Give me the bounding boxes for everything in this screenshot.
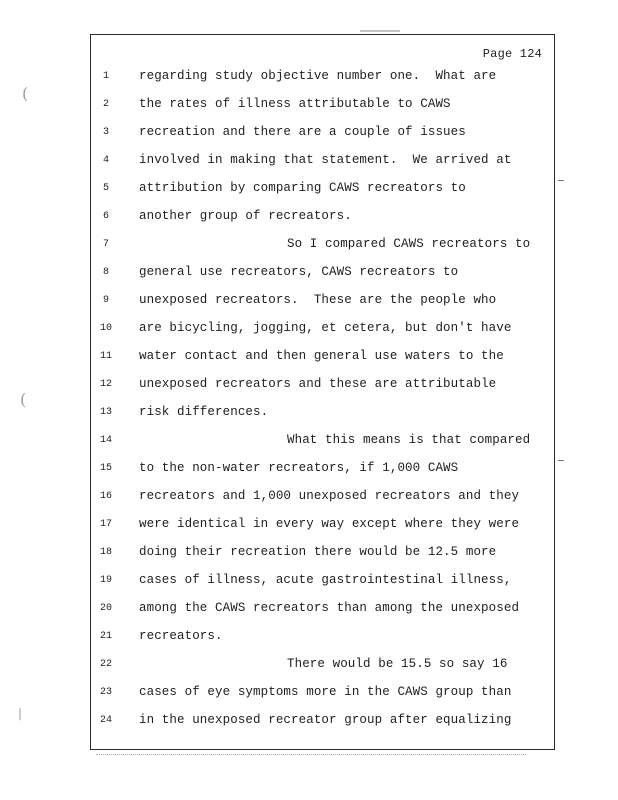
line-number: 2 bbox=[102, 99, 109, 110]
binding-hole-mark-middle: ( bbox=[20, 390, 27, 409]
line-text: recreators. bbox=[139, 629, 223, 643]
line-text: There would be 15.5 so say 16 bbox=[287, 657, 508, 671]
line-text: in the unexposed recreator group after equalizing bbox=[139, 713, 512, 727]
line-number: 18 bbox=[99, 547, 112, 558]
line-text: unexposed recreators. These are the people who bbox=[139, 293, 497, 307]
line-text: another group of recreators. bbox=[139, 209, 352, 223]
line-number: 13 bbox=[99, 407, 112, 418]
line-text: general use recreators, CAWS recreators to bbox=[139, 265, 459, 279]
line-number: 21 bbox=[99, 631, 112, 642]
line-text: What this means is that compared bbox=[287, 433, 531, 447]
line-text: cases of eye symptoms more in the CAWS group than bbox=[139, 685, 512, 699]
page-number: Page 124 bbox=[482, 47, 542, 61]
binding-hole-mark-upper: ( bbox=[22, 84, 29, 103]
line-number: 23 bbox=[99, 687, 112, 698]
margin-tick bbox=[558, 180, 564, 181]
transcript-line bbox=[91, 181, 554, 201]
line-number: 7 bbox=[102, 239, 109, 250]
line-text: water contact and then general use waters to the bbox=[139, 349, 504, 363]
line-text: cases of illness, acute gastrointestinal illness, bbox=[139, 573, 512, 587]
line-text: the rates of illness attributable to CAWS bbox=[139, 97, 451, 111]
line-number: 5 bbox=[102, 183, 109, 194]
line-number: 17 bbox=[99, 519, 112, 530]
scan-artifact-top bbox=[360, 30, 400, 32]
line-number: 15 bbox=[99, 463, 112, 474]
line-number: 11 bbox=[99, 351, 112, 362]
line-number: 12 bbox=[99, 379, 112, 390]
line-number: 4 bbox=[102, 155, 109, 166]
transcript-line bbox=[91, 69, 554, 89]
line-text: So I compared CAWS recreators to bbox=[287, 237, 531, 251]
line-number: 14 bbox=[99, 435, 112, 446]
line-text: risk differences. bbox=[139, 405, 269, 419]
transcript-line bbox=[91, 405, 554, 425]
line-number: 3 bbox=[102, 127, 109, 138]
line-number: 10 bbox=[99, 323, 112, 334]
line-text: attribution by comparing CAWS recreators to bbox=[139, 181, 466, 195]
scan-artifact-bottom bbox=[96, 754, 526, 757]
transcript-line bbox=[91, 265, 554, 285]
line-text: regarding study objective number one. What are bbox=[139, 69, 497, 83]
line-number: 20 bbox=[99, 603, 112, 614]
line-text: are bicycling, jogging, et cetera, but don't have bbox=[139, 321, 512, 335]
line-text: involved in making that statement. We arrived at bbox=[139, 153, 512, 167]
line-text: recreators and 1,000 unexposed recreators and they bbox=[139, 489, 520, 503]
line-number: 22 bbox=[99, 659, 112, 670]
line-number: 8 bbox=[102, 267, 109, 278]
line-number: 19 bbox=[99, 575, 112, 586]
transcript-line bbox=[91, 629, 554, 649]
transcript-line bbox=[91, 349, 554, 369]
margin-tick bbox=[558, 460, 564, 461]
transcript-line bbox=[91, 545, 554, 565]
line-text: doing their recreation there would be 12.5 more bbox=[139, 545, 497, 559]
line-text: unexposed recreators and these are attributable bbox=[139, 377, 497, 391]
transcript-line bbox=[91, 125, 554, 145]
transcript-line bbox=[91, 685, 554, 705]
line-text: to the non-water recreators, if 1,000 CAWS bbox=[139, 461, 459, 475]
transcript-line bbox=[91, 489, 554, 509]
transcript-line bbox=[91, 209, 554, 229]
transcript-page bbox=[90, 34, 555, 750]
transcript-line bbox=[91, 293, 554, 313]
transcript-line bbox=[91, 237, 554, 257]
line-number: 9 bbox=[102, 295, 109, 306]
transcript-line bbox=[91, 573, 554, 593]
transcript-line bbox=[91, 433, 554, 453]
transcript-line bbox=[91, 657, 554, 677]
transcript-line bbox=[91, 601, 554, 621]
transcript-line bbox=[91, 153, 554, 173]
transcript-line bbox=[91, 97, 554, 117]
line-text: recreation and there are a couple of issues bbox=[139, 125, 466, 139]
transcript-line bbox=[91, 321, 554, 341]
transcript-line bbox=[91, 713, 554, 733]
line-number: 24 bbox=[99, 715, 112, 726]
line-number: 1 bbox=[102, 71, 109, 82]
transcript-line bbox=[91, 377, 554, 397]
line-number: 6 bbox=[102, 211, 109, 222]
transcript-line bbox=[91, 461, 554, 481]
line-number: 16 bbox=[99, 491, 112, 502]
line-text: among the CAWS recreators than among the unexposed bbox=[139, 601, 520, 615]
binding-hole-mark-lower: | bbox=[18, 706, 23, 720]
transcript-line bbox=[91, 517, 554, 537]
line-text: were identical in every way except where they were bbox=[139, 517, 520, 531]
